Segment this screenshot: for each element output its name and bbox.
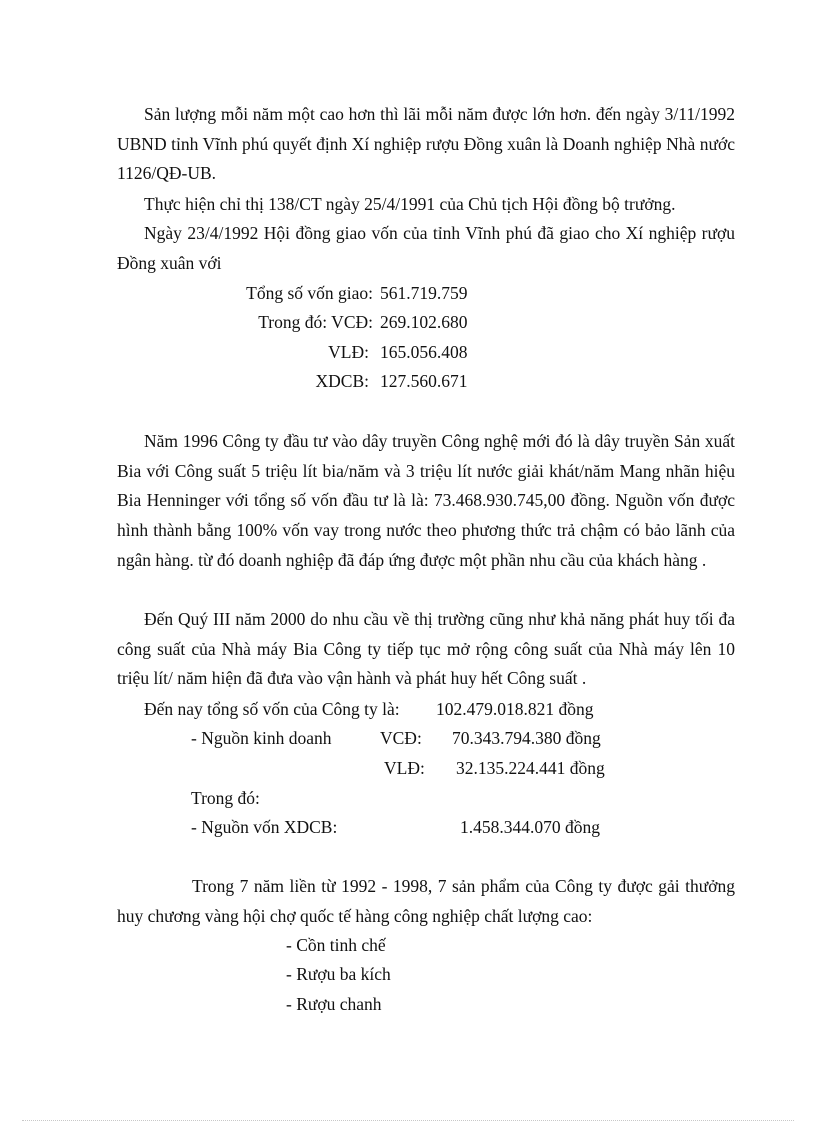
current-total-label: Đến nay tổng số vốn của Công ty là: — [144, 699, 400, 719]
xdcb-source-label: - Nguồn vốn XDCB: — [191, 817, 338, 837]
paragraph-directive: Thực hiện chỉ thị 138/CT ngày 25/4/1991 của Chủ tịch Hội đồng bộ trưởng. — [144, 194, 676, 214]
xdcb-label: XDCB: — [315, 371, 369, 391]
paragraph-establishment: Sản lượng mỗi năm một cao hơn thì lãi mỗi năm được lớn hơn. đến ngày 3/11/1992 UBND tỉnh Vĩnh phú quyết định Xí nghiệp rượu Đồng xuân là Doanh nghiệp Nhà nước 1126/QĐ-UB. — [117, 104, 735, 184]
paragraph-brewery-investment: Năm 1996 Công ty đầu tư vào dây truyền Công nghệ mới đó là dây truyền Sản xuất Bia với Công suất 5 triệu lít bia/năm và 3 triệu lít nước giải khát/năm Mang nhãn hiệu Bia Henninger với tổng số vốn đầu tư là là: 73.468.930.745,00 đồng. Nguồn vốn được hình thành bằng 100% vốn vay trong nước theo phương thức trả chậm có bảo lãnh của ngân hàng. từ đó doanh nghiệp đã đáp ứng được một phần nhu cầu của khách hàng . — [117, 431, 735, 570]
list-item: - Rượu chanh — [286, 994, 382, 1014]
paragraph-capital-allocation: Ngày 23/4/1992 Hội đồng giao vốn của tỉnh Vĩnh phú đã giao cho Xí nghiệp rượu Đồng xuân với — [117, 223, 735, 273]
vcd-value: 269.102.680 — [380, 312, 468, 332]
paragraph-expansion: Đến Quý III năm 2000 do nhu cầu về thị trường cũng như khả năng phát huy tối đa công suất của Nhà máy Bia Công ty tiếp tục mở rộng công suất của Nhà máy lên 10 triệu lít/ năm hiện đã đưa vào vận hành và phát huy hết Công suất . — [117, 609, 735, 689]
xdcb-source-value: 1.458.344.070 đồng — [460, 817, 600, 837]
current-vcd-value: 70.343.794.380 đồng — [452, 728, 601, 748]
total-capital-value: 561.719.759 — [380, 283, 468, 303]
list-item: - Rượu ba kích — [286, 964, 391, 984]
list-item: - Cồn tinh chế — [286, 935, 386, 955]
page-bottom-divider — [22, 1120, 794, 1121]
paragraph-awards: Trong 7 năm liền từ 1992 - 1998, 7 sản phẩm của Công ty được gải thưởng huy chương vàng hội chợ quốc tế hàng công nghiệp chất lượng cao: — [117, 876, 735, 926]
vld-label: VLĐ: — [328, 342, 369, 362]
of-which-label: Trong đó: — [191, 788, 260, 808]
business-source-label: - Nguồn kinh doanh — [191, 728, 332, 748]
xdcb-value: 127.560.671 — [380, 371, 468, 391]
current-total-value: 102.479.018.821 đồng — [436, 699, 594, 719]
current-vcd-label: VCĐ: — [380, 728, 422, 748]
current-vld-label: VLĐ: — [384, 758, 425, 778]
vcd-label: Trong đó: VCĐ: — [258, 312, 373, 332]
total-capital-label: Tổng số vốn giao: — [246, 283, 373, 303]
current-vld-value: 32.135.224.441 đồng — [456, 758, 605, 778]
vld-value: 165.056.408 — [380, 342, 468, 362]
